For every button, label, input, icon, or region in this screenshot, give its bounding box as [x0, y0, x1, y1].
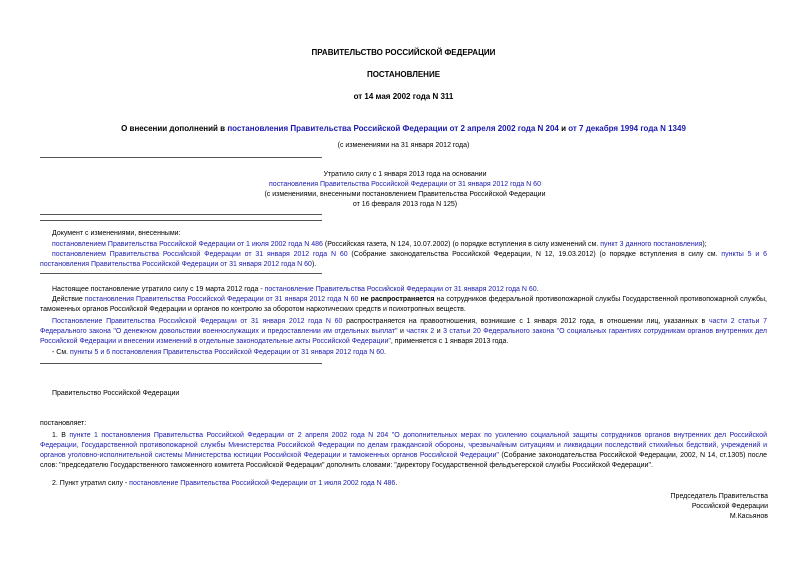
note-3: [40, 317, 767, 347]
note-3-link-60[interactable]: Постановление Правительства Российской Федерации от 31 января 2012 года N 60: [52, 318, 343, 325]
paragraph-1-text-c: (Собрание законодательства Российской Федерации, 2002, N 14, ст.1305) после слов: "председателю Государственного таможенного комитета Российской Федерации" дополнить словами: "директору Государственной фельдъегерской службы Российской Федерации".: [40, 452, 767, 469]
government-label: Правительство Российской Федерации: [52, 390, 180, 397]
title-link-1349[interactable]: от 7 декабря 1994 года N 1349: [568, 124, 686, 133]
note-1-link[interactable]: постановление Правительства Российской Федерации от 31 января 2012 года N 60: [264, 286, 537, 293]
amendment-item-1: [40, 240, 767, 250]
note-3-text-e: , применяется с 1 января 2013 года.: [390, 338, 509, 345]
lost-force-block: [170, 170, 640, 210]
divider: [40, 220, 322, 221]
note-2-link[interactable]: постановления Правительства Российской Федерации от 31 января 2012 года N 60: [84, 296, 359, 303]
signature-line3: М.Касьянов: [729, 513, 768, 520]
title-prefix: О внесении дополнений в: [121, 124, 228, 133]
lost-force-link[interactable]: постановления Правительства Российской Федерации от 31 января 2012 года N 60: [269, 181, 541, 188]
note-4-text: - См.: [52, 349, 71, 356]
note-3-text-b: распространяется на правоотношения, возникшие с 1 января 2012 года, в отношении лиц, указанных в: [342, 318, 709, 325]
changes-note: (с изменениями на 31 января 2012 года): [337, 142, 470, 149]
note-2-bold: не распространяется: [358, 296, 435, 303]
header-org: ПРАВИТЕЛЬСТВО РОССИЙСКОЙ ФЕДЕРАЦИИ: [311, 48, 496, 57]
paragraph-1-title-link[interactable]: "О дополнительных мерах по усилению социальной защиты сотрудников органов внутренних дел Российской Федерации, Государственной противопожарной службы Министерства Российской Федерации по делам гражданской обороны, чрезвычайным ситуациям и ликвидации последствий стихийных бедствий, учреждений и органов уголовно-исполнительной системы Министерства юстиции Российской Федерации и таможенных органов Российской Федерации": [40, 432, 767, 459]
note-1: [40, 285, 767, 295]
note-3-link-2[interactable]: частях 2: [406, 328, 435, 335]
amendment-1-text: (Российская газета, N 124, 10.07.2002) (о порядке вступления в силу изменений см.: [322, 241, 601, 248]
note-2: [40, 295, 767, 315]
header-date: от 14 мая 2002 года N 311: [353, 92, 454, 101]
decrees-label: постановляет:: [40, 420, 87, 427]
paragraph-2-link[interactable]: постановление Правительства Российской Федерации от 1 июля 2002 года N 486: [129, 480, 396, 487]
amendment-item-2: [40, 250, 767, 270]
amendments-intro: Документ с изменениями, внесенными:: [52, 230, 181, 237]
amendment-2-end: ).: [311, 261, 317, 268]
signature-block: [671, 492, 768, 522]
note-3-text-c: и: [397, 328, 407, 335]
title-mid: и: [558, 124, 569, 133]
title-link-204[interactable]: постановления Правительства Российской Федерации от 2 апреля 2002 года N 204: [227, 124, 559, 133]
note-4-end: .: [384, 349, 386, 356]
amendment-2-link[interactable]: постановлением Правительства Российской Федерации от 31 января 2012 года N 60: [52, 251, 348, 258]
paragraph-1-text-a: 1. В: [52, 432, 70, 439]
divider: [40, 363, 322, 364]
divider: [40, 273, 322, 274]
lost-force-line4: от 16 февраля 2013 года N 125): [352, 201, 458, 208]
note-2-text-a: Действие: [52, 296, 85, 303]
amendment-1-link[interactable]: постановлением Правительства Российской Федерации от 1 июля 2002 года N 486: [52, 241, 323, 248]
lost-force-line1: Утратило силу с 1 января 2013 года на основании: [323, 171, 487, 178]
header-doc-type: ПОСТАНОВЛЕНИЕ: [366, 70, 441, 79]
note-3-text-d: и: [434, 328, 444, 335]
divider: [40, 214, 322, 215]
note-1-text: Настоящее постановление утратило силу с 19 марта 2012 года -: [52, 286, 265, 293]
paragraph-2-text: 2. Пункт утратил силу -: [52, 480, 130, 487]
paragraph-2: [52, 479, 767, 489]
lost-force-line3: (с изменениями, внесенными постановлением Правительства Российской Федерации: [264, 191, 546, 198]
paragraph-1: [40, 431, 767, 471]
paragraph-2-end: .: [395, 480, 398, 487]
note-1-end: .: [536, 286, 539, 293]
amendment-2-text: (Собрание законодательства Российской Федерации, N 12, 19.03.2012) (о порядке вступления в силу см.: [347, 251, 722, 258]
amendment-2-link2[interactable]: пункты 5 и 6 постановления Правительства Российской Федерации от 31 января 2012 года N 60: [40, 251, 767, 268]
amendment-1-link2[interactable]: пункт 3 данного постановления: [600, 241, 703, 248]
document-title: [0, 124, 807, 134]
signature-line1: Председатель Правительства: [670, 493, 768, 500]
note-4-link[interactable]: пункты 5 и 6 постановления Правительства Российской Федерации от 31 января 2012 года N 60: [70, 349, 385, 356]
amendment-1-end: );: [702, 241, 707, 248]
divider: [40, 157, 322, 158]
note-2-text-b: на сотрудников федеральной противопожарной службы Государственной противопожарной службы, таможенных органов Российской Федерации и органов по контролю за оборотом наркотических средств и психотропных веществ.: [40, 296, 767, 313]
note-3-link-3[interactable]: 3 статьи 20 Федерального закона "О социальных гарантиях сотрудникам органов внутренних дел Российской Федерации и внесении изменений в отдельные законодательные акты Российской Федерации": [40, 328, 767, 345]
note-3-link-1[interactable]: части 2 статьи 7 Федерального закона "О денежном довольствии военнослужащих и предоставлении им отдельных выплат": [40, 318, 767, 335]
note-4: [52, 348, 767, 358]
paragraph-1-link[interactable]: пункте 1 постановления Правительства Российской Федерации от 2 апреля 2002 года N 204: [69, 432, 389, 439]
signature-line2: Российской Федерации: [691, 503, 768, 510]
